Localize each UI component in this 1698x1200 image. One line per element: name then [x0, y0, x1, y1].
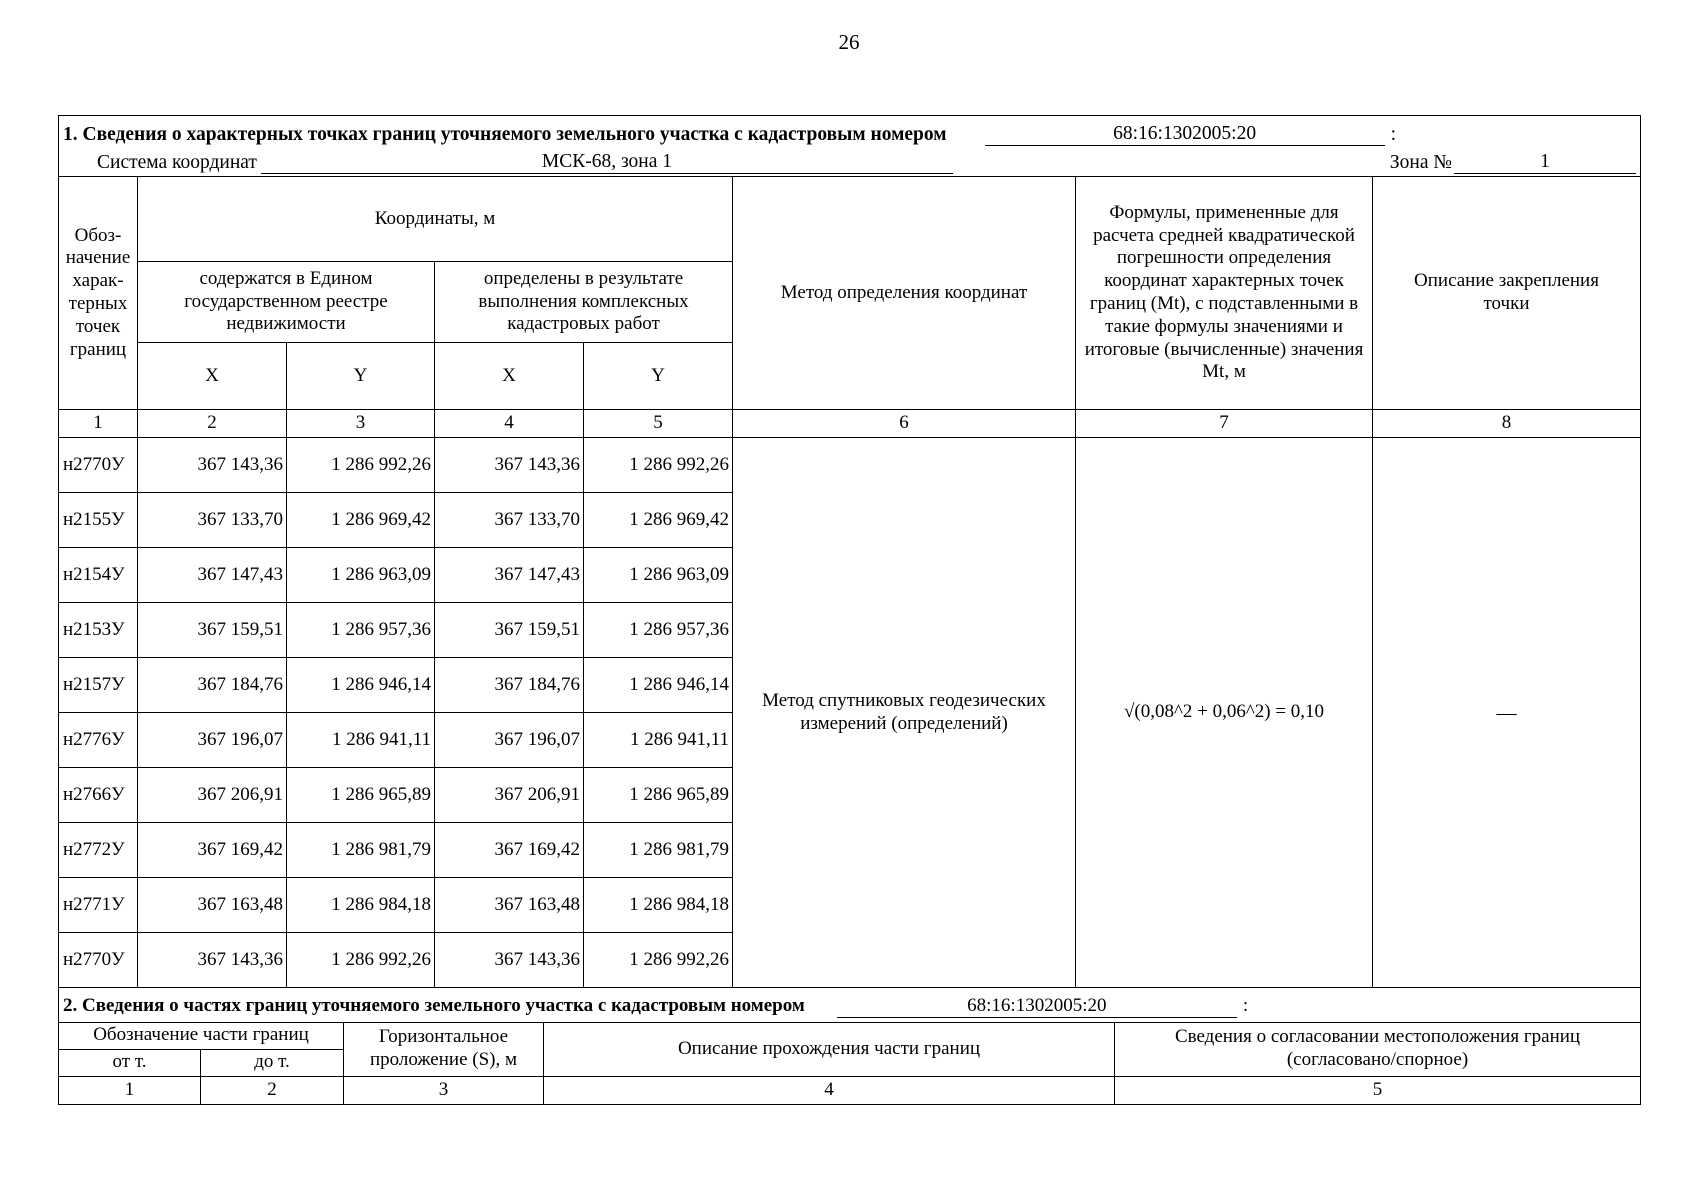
x-complex: 367 206,91: [435, 768, 584, 823]
x-complex: 367 196,07: [435, 713, 584, 768]
index-cell: 7: [1076, 410, 1373, 438]
x-complex: 367 143,36: [435, 438, 584, 493]
point-name: н2154У: [59, 548, 138, 603]
x-egrn: 367 163,48: [138, 878, 287, 933]
x-egrn: 367 184,76: [138, 658, 287, 713]
section1-header: [59, 116, 1641, 177]
index-cell: 4: [544, 1076, 1115, 1104]
header-agreement: Сведения о согласовании местоположения границ (согласовано/спорное): [1115, 1022, 1641, 1076]
point-name: н2770У: [59, 933, 138, 988]
index-cell: 5: [1115, 1076, 1641, 1104]
index-cell: 3: [344, 1076, 544, 1104]
index-row: [59, 1076, 1641, 1104]
header-x2: X: [435, 343, 584, 410]
point-name: н2770У: [59, 438, 138, 493]
x-complex: 367 184,76: [435, 658, 584, 713]
y-egrn: 1 286 984,18: [287, 878, 435, 933]
header-coordinates: Координаты, м: [138, 177, 733, 262]
point-name: н2772У: [59, 823, 138, 878]
header-designation: Обоз-начение харак-терных точек границ: [59, 177, 138, 410]
y-complex: 1 286 992,26: [584, 933, 733, 988]
zone-value: 1: [1454, 151, 1636, 174]
y-complex: 1 286 981,79: [584, 823, 733, 878]
coord-system-label: Система координат: [97, 151, 257, 173]
header-y2: Y: [584, 343, 733, 410]
header-formulas: Формулы, примененные для расчета средней квадратической погрешности определения координат характерных точек границ (Mt), с подставленными в такие формулы значениями и итоговые (вычисленные) значения Mt, м: [1076, 177, 1373, 410]
y-egrn: 1 286 992,26: [287, 438, 435, 493]
header-x1: X: [138, 343, 287, 410]
coord-system-value: МСК-68, зона 1: [261, 151, 953, 174]
index-cell: 6: [733, 410, 1076, 438]
index-cell: 1: [59, 410, 138, 438]
y-complex: 1 286 965,89: [584, 768, 733, 823]
section2-title: 2. Сведения о частях границ уточняемого земельного участка с кадастровым номером: [63, 994, 805, 1016]
header-horizontal: Горизонтальное проложение (S), м: [344, 1022, 544, 1076]
y-egrn: 1 286 981,79: [287, 823, 435, 878]
y-egrn: 1 286 941,11: [287, 713, 435, 768]
method-value: Метод спутниковых геодезических измерений (определений): [733, 438, 1076, 988]
index-cell: 3: [287, 410, 435, 438]
x-egrn: 367 169,42: [138, 823, 287, 878]
point-name: н2157У: [59, 658, 138, 713]
index-row: [59, 410, 1641, 438]
x-egrn: 367 143,36: [138, 438, 287, 493]
page-number: 26: [838, 30, 860, 54]
index-cell: 2: [201, 1076, 344, 1104]
fixing-value: —: [1373, 438, 1641, 988]
index-cell: 5: [584, 410, 733, 438]
x-egrn: 367 159,51: [138, 603, 287, 658]
point-name: н2771У: [59, 878, 138, 933]
x-complex: 367 163,48: [435, 878, 584, 933]
document: [58, 115, 1640, 1105]
section2-cadastral-number: 68:16:1302005:20: [837, 995, 1237, 1018]
header-method: Метод определения координат: [733, 177, 1076, 410]
y-complex: 1 286 984,18: [584, 878, 733, 933]
x-complex: 367 147,43: [435, 548, 584, 603]
point-name: н2153У: [59, 603, 138, 658]
index-cell: 8: [1373, 410, 1641, 438]
index-cell: 1: [59, 1076, 201, 1104]
section1-table: [58, 115, 1641, 988]
point-name: н2766У: [59, 768, 138, 823]
y-complex: 1 286 957,36: [584, 603, 733, 658]
y-egrn: 1 286 963,09: [287, 548, 435, 603]
section1-colon: :: [1390, 123, 1396, 145]
x-egrn: 367 147,43: [138, 548, 287, 603]
section2-colon: :: [1242, 994, 1249, 1016]
y-egrn: 1 286 965,89: [287, 768, 435, 823]
x-egrn: 367 133,70: [138, 493, 287, 548]
index-cell: 2: [138, 410, 287, 438]
x-complex: 367 159,51: [435, 603, 584, 658]
point-name: н2776У: [59, 713, 138, 768]
y-egrn: 1 286 946,14: [287, 658, 435, 713]
x-egrn: 367 143,36: [138, 933, 287, 988]
x-egrn: 367 196,07: [138, 713, 287, 768]
header-part-designation: Обозначение части границ: [59, 1022, 344, 1049]
y-egrn: 1 286 969,42: [287, 493, 435, 548]
section2-header: [59, 987, 1641, 1022]
formula-value: √(0,08^2 + 0,06^2) = 0,10: [1076, 438, 1373, 988]
y-complex: 1 286 992,26: [584, 438, 733, 493]
section1-cadastral-number: 68:16:1302005:20: [985, 123, 1385, 146]
header-complex: определены в результате выполнения комплексных кадастровых работ: [435, 262, 733, 343]
y-egrn: 1 286 992,26: [287, 933, 435, 988]
y-complex: 1 286 941,11: [584, 713, 733, 768]
header-description: Описание прохождения части границ: [544, 1022, 1115, 1076]
header-to: до т.: [201, 1049, 344, 1076]
section1-title: 1. Сведения о характерных точках границ уточняемого земельного участка с кадастровым номером: [63, 123, 947, 145]
point-name: н2155У: [59, 493, 138, 548]
table-row: [59, 438, 1641, 493]
y-egrn: 1 286 957,36: [287, 603, 435, 658]
y-complex: 1 286 969,42: [584, 493, 733, 548]
x-complex: 367 143,36: [435, 933, 584, 988]
index-cell: 4: [435, 410, 584, 438]
y-complex: 1 286 963,09: [584, 548, 733, 603]
header-from: от т.: [59, 1049, 201, 1076]
header-egrn: содержатся в Едином государственном реестре недвижимости: [138, 262, 435, 343]
x-egrn: 367 206,91: [138, 768, 287, 823]
y-complex: 1 286 946,14: [584, 658, 733, 713]
zone-label: Зона №: [1389, 151, 1452, 173]
x-complex: 367 169,42: [435, 823, 584, 878]
header-fixing: Описание закрепления точки: [1373, 177, 1641, 410]
section2-table: [58, 987, 1641, 1105]
x-complex: 367 133,70: [435, 493, 584, 548]
header-y1: Y: [287, 343, 435, 410]
